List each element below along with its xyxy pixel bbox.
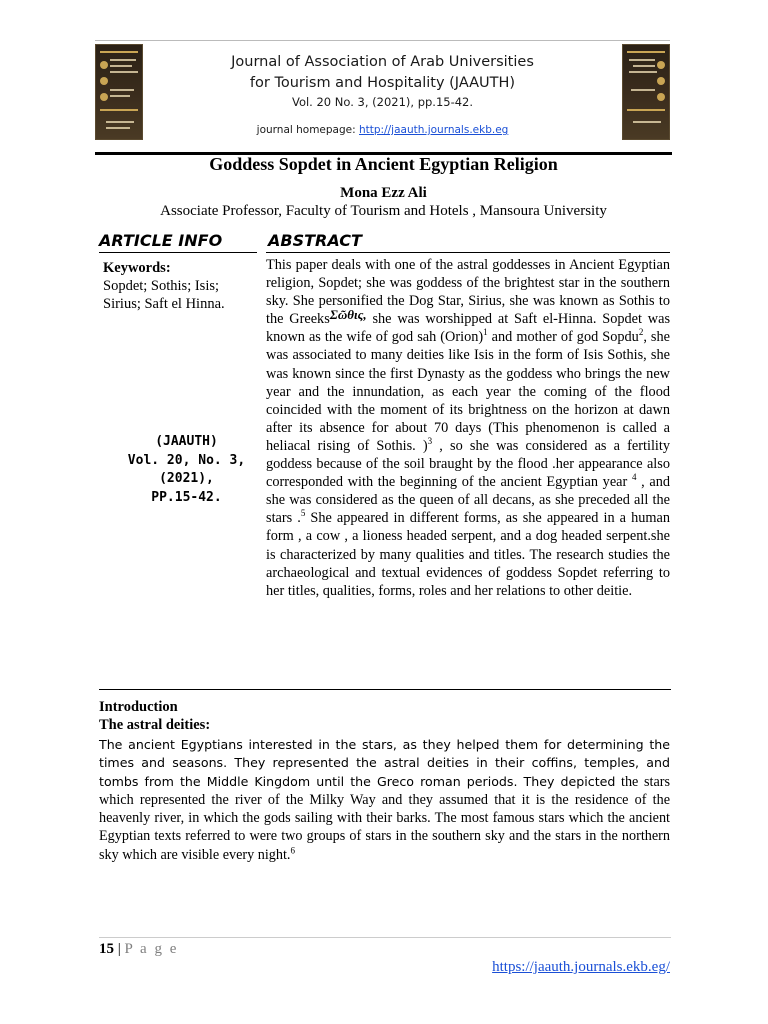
abstract-rule bbox=[266, 252, 670, 253]
abstract-text: This paper deals with one of the astral goddesses in Ancient Egyptian religion, Sopdet; she was goddess of the brightest star in the southern sky. She personified the Dog Star, Sirius, she was known as Sothis to the GreeksΣῶθις, she was worshipped at Saft el-Hinna. Sopdet was known as the wife of god sah (Orion)$^1$ and mother of god Sopdu$^2$, she was associated to many deities like Isis in the form of Isis Sothis, she was known since the first Dynasty as the goddess who brings the new year and the innundation, as each year the coming of the flood coincided with the moment of its brightness on the horizon at dawn after its absence for about 70 days (This phenomenon is called a heliacal rising of Sothis. )$^3$ , so she was considered as a fertility goddess because of the soil braught by the flood .her appearance also corresponded with the beginning of the ancient Egyptian year $^4$ , and she was considered as the queen of all decans, as she preceded all the stars .$^5$ She appeared in different forms, as she appeared in a human form , a cow , a lioness headed serpent, and a dog headed serpent.she is characterized by many qualities and titles. The research studies the archaeological and textual evidences of goddess Sopdet referring to her titles, qualities, forms, roles and her relations to other deitie. bbox=[266, 257, 671, 599]
citation-block bbox=[99, 433, 274, 507]
author-affiliation: Associate Professor, Faculty of Tourism and Hotels , Mansoura University bbox=[160, 203, 607, 219]
author-name: Mona Ezz Ali bbox=[340, 185, 427, 201]
footnote-ref-4: 4 bbox=[631, 472, 637, 483]
homepage-label: journal homepage: bbox=[256, 124, 359, 136]
footnote-ref-6: 6 bbox=[290, 845, 295, 856]
greek-sothis: Σῶθις, bbox=[329, 307, 367, 323]
journal-homepage bbox=[155, 121, 610, 139]
abstract-heading: ABSTRACT bbox=[268, 231, 362, 250]
journal-volume: Vol. 20 No. 3, (2021), pp.15-42. bbox=[291, 95, 474, 109]
article-info-rule bbox=[99, 252, 257, 253]
journal-cover-arabic-image bbox=[622, 44, 670, 140]
abstract-bottom-rule bbox=[99, 689, 671, 690]
citation-year: (2021), bbox=[159, 471, 214, 486]
homepage-link[interactable]: http://jaauth.journals.ekb.eg bbox=[359, 124, 509, 136]
article-info-heading: ARTICLE INFO bbox=[99, 231, 223, 250]
journal-name-line2: for Tourism and Hospitality (JAAUTH) bbox=[249, 75, 516, 91]
journal-header bbox=[95, 44, 670, 144]
keywords-block bbox=[103, 259, 258, 313]
paper-title: Goddess Sopdet in Ancient Egyptian Religion bbox=[209, 154, 558, 174]
astral-deities-heading: The astral deities: bbox=[99, 717, 211, 733]
footnote-ref-5: 5 bbox=[300, 508, 306, 519]
keywords-label: Keywords: bbox=[103, 260, 171, 276]
introduction-paragraph: The ancient Egyptians interested in the stars, as they helped them for determining the times and seasons. They represented the astral deities in their coffins, temples, and tombs from the Middle Kingdom until the Greco roman periods. They depicted the stars which represented the river of the Milky Way and they assumed that it is the residence of the heavenly river, in which the gods sailing with their barks. The most famous stars which the ancient Egyptian texts referred to were two groups of stars in the southern sky and the stars in the northern sky which are visible every night.$^6$ bbox=[99, 737, 670, 863]
footnote-ref-3: 3 bbox=[427, 436, 433, 447]
footnote-ref-2: 2 bbox=[638, 327, 644, 338]
header-top-rule bbox=[95, 40, 670, 41]
citation-journal: (JAAUTH) bbox=[155, 434, 218, 449]
citation-pages: PP.15-42. bbox=[151, 489, 222, 505]
journal-cover-english-image bbox=[95, 44, 143, 140]
journal-title-block bbox=[155, 52, 610, 139]
citation-volume: Vol. 20, No. 3, bbox=[127, 452, 246, 468]
introduction-heading: Introduction bbox=[99, 699, 178, 715]
page-number: 15 | P a g e bbox=[99, 941, 179, 957]
footer-rule bbox=[99, 937, 671, 938]
keywords-list: Sopdet; Sothis; Isis; Sirius; Saft el Hinna. bbox=[103, 278, 225, 312]
footnote-ref-1: 1 bbox=[483, 327, 488, 338]
journal-name-line1: Journal of Association of Arab Universities bbox=[231, 54, 534, 70]
footer-journal-link[interactable]: https://jaauth.journals.ekb.eg/ bbox=[492, 959, 670, 975]
